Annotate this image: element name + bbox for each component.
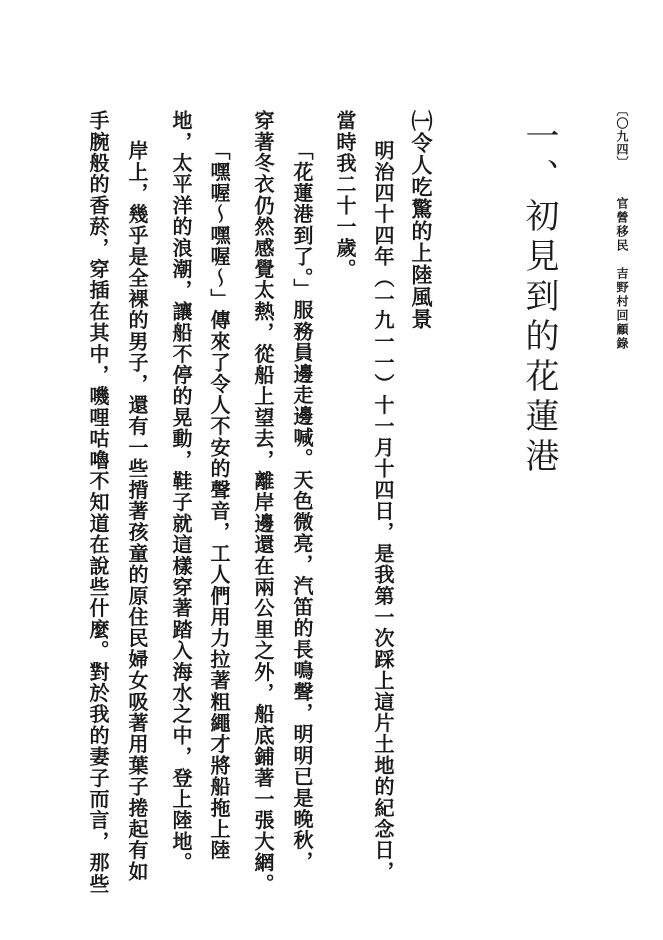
section-heading: ㈠令人吃驚的上陸風景 bbox=[409, 110, 433, 330]
body-line: 手腕般的香菸，穿插在其中，嘰哩咕嚕不知道在說些什麼。對於我的妻子而言，那些 bbox=[86, 110, 110, 895]
body-line: 「嘿喔～嘿喔～」傳來了令人不安的聲音，工人們用力拉著粗繩才將船拖上陸 bbox=[207, 140, 231, 861]
chapter-title: 一、初見到的花蓮港 bbox=[519, 118, 559, 478]
running-header-title: 官營移民 吉野村回顧錄 bbox=[615, 197, 629, 351]
body-line: 「花蓮港到了。」服務員邊走邊喊。天色微亮，汽笛的長鳴聲，明明已是晚秋， bbox=[290, 140, 314, 872]
body-line: 明治四十四年（一九一一）十一月十四日，是我第一次踩上這片土地的紀念日， bbox=[371, 140, 395, 882]
body-line: 當時我二十一歲。 bbox=[333, 110, 357, 280]
body-line: 地，太平洋的浪潮，讓船不停的晃動，鞋子就這樣穿著踏入海水之中，登上陸地。 bbox=[169, 110, 193, 874]
page-number: 〔〇九四〕 bbox=[615, 104, 629, 169]
body-line: 岸上，幾乎是全裸的男子，還有一些揹著孩童的原住民婦女吸著用葉子捲起有如 bbox=[125, 140, 149, 882]
body-line: 穿著冬衣仍然感覺太熱，從船上望去，離岸邊還在兩公里之外，船底鋪著一張大網。 bbox=[251, 110, 275, 895]
